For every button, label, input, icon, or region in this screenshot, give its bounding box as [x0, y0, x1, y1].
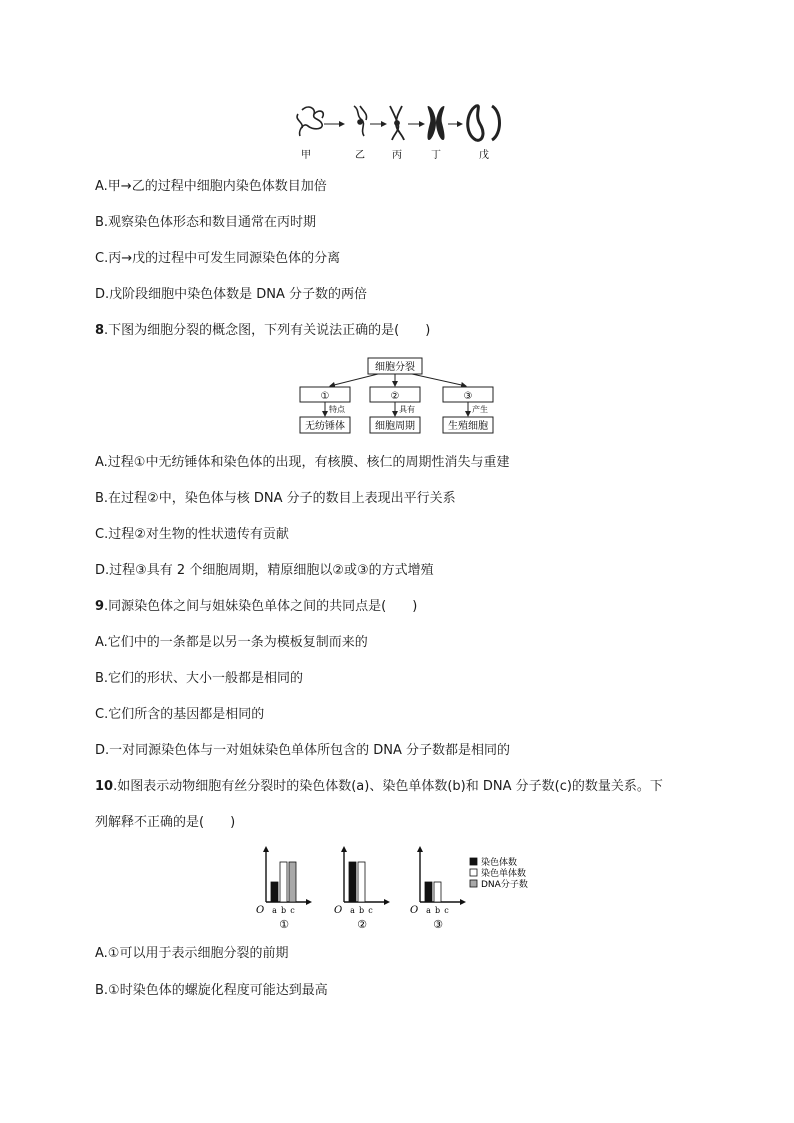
- chromosome-sequence-figure: [290, 100, 510, 165]
- legend-swatch-3: [470, 880, 477, 887]
- bar-2-a: [349, 862, 356, 902]
- q8-stem-text: .下图为细胞分裂的概念图，下列有关说法正确的是( ): [104, 323, 431, 338]
- legend-label-3: DNA分子数: [481, 880, 528, 890]
- process-label-2: ②: [390, 391, 400, 402]
- q7-option-c: C.丙→戊的过程中可发生同源染色体的分离: [95, 251, 341, 266]
- q8-number: 8: [95, 323, 105, 338]
- q9-option-a: A.它们中的一条都是以另一条为模板复制而来的: [95, 635, 368, 650]
- q8-option-c: C.过程②对生物的性状遗传有贡献: [95, 527, 289, 542]
- x-axis-arrow-3: [460, 899, 466, 905]
- bar-1-c: [289, 862, 296, 902]
- process-label-3: ③: [463, 391, 473, 402]
- q7-option-b: B.观察染色体形态和数目通常在丙时期: [95, 215, 317, 230]
- chromosome-wu-figure: [468, 106, 500, 141]
- process-label-1: ①: [320, 391, 330, 402]
- bar-1-a: [271, 882, 278, 902]
- q10-option-a: A.①可以用于表示细胞分裂的前期: [95, 946, 289, 961]
- category-label-3-b: b: [434, 906, 441, 915]
- stage-label-bing: 丙: [392, 150, 402, 161]
- q8-option-a: A.过程①中无纺锤体和染色体的出现，有核膜、核仁的周期性消失与重建: [95, 455, 510, 470]
- y-axis-arrow-1: [263, 846, 269, 852]
- chart-label-3: ③: [433, 918, 443, 930]
- x-axis-arrow-2: [384, 899, 390, 905]
- bar-2-b: [358, 862, 365, 902]
- q8-stem: [95, 322, 430, 340]
- q10-option-b: B.①时染色体的螺旋化程度可能达到最高: [95, 983, 328, 998]
- q9-number: 9: [95, 599, 105, 614]
- stage-label-jia: 甲: [301, 150, 311, 161]
- q10-stem-line1: [95, 778, 663, 796]
- category-label-1-b: b: [280, 906, 287, 915]
- legend-label-1: 染色体数: [481, 858, 518, 868]
- origin-label-2: O: [334, 905, 343, 916]
- category-label-2-b: b: [358, 906, 365, 915]
- chromosome-ding-figure: [427, 106, 444, 140]
- chart-label-2: ②: [357, 918, 367, 930]
- q10-number: 10: [95, 779, 114, 794]
- q9-option-d: D.一对同源染色体与一对姐妹染色单体所包含的 DNA 分子数都是相同的: [95, 743, 511, 758]
- origin-label-1: O: [256, 905, 265, 916]
- category-label-1-c: c: [290, 906, 295, 915]
- y-axis-arrow-2: [341, 846, 347, 852]
- bar-1-b: [280, 862, 287, 902]
- chromatin-jia-figure: [297, 107, 323, 136]
- q10-stem-line2: 列解释不正确的是( ): [95, 815, 236, 830]
- chart-label-1: ①: [279, 918, 289, 930]
- chromatin-yi-figure: [354, 106, 367, 136]
- cell-division-concept-diagram: [298, 356, 502, 436]
- category-label-3-a: a: [426, 906, 431, 915]
- q7-option-a: A.甲→乙的过程中细胞内染色体数目加倍: [95, 179, 327, 194]
- q8-option-d: D.过程③具有 2 个细胞周期，精原细胞以②或③的方式增殖: [95, 563, 434, 578]
- relation-label-1: 特点: [329, 405, 345, 414]
- category-label-1-a: a: [272, 906, 277, 915]
- stage-label-wu: 戊: [479, 150, 489, 161]
- y-axis-arrow-3: [417, 846, 423, 852]
- result-label-1: 无纺锤体: [305, 421, 345, 432]
- bar-3-b: [434, 882, 441, 902]
- category-label-2-c: c: [368, 906, 373, 915]
- legend-label-2: 染色单体数: [481, 869, 527, 879]
- x-axis-arrow-1: [306, 899, 312, 905]
- mitosis-bar-charts: [252, 846, 552, 930]
- stage-label-ding: 丁: [431, 150, 441, 161]
- q9-stem-text: .同源染色体之间与姐妹染色单体之间的共同点是( ): [104, 599, 418, 614]
- q9-option-c: C.它们所含的基因都是相同的: [95, 707, 265, 722]
- stage-label-yi: 乙: [355, 150, 365, 161]
- chromosome-bing-figure: [390, 106, 404, 140]
- result-label-3: 生殖细胞: [448, 421, 488, 432]
- result-label-2: 细胞周期: [375, 421, 415, 432]
- legend-swatch-2: [470, 869, 477, 876]
- relation-label-2: 具有: [399, 405, 415, 414]
- q7-option-d: D.戊阶段细胞中染色体数是 DNA 分子数的两倍: [95, 287, 368, 302]
- legend-swatch-1: [470, 858, 477, 865]
- category-label-3-c: c: [444, 906, 449, 915]
- q9-option-b: B.它们的形状、大小一般都是相同的: [95, 671, 304, 686]
- bar-3-a: [425, 882, 432, 902]
- category-label-2-a: a: [350, 906, 355, 915]
- q9-stem: [95, 598, 417, 616]
- root-label: 细胞分裂: [375, 362, 415, 373]
- origin-label-3: O: [410, 905, 419, 916]
- relation-label-3: 产生: [472, 405, 488, 414]
- q10-stem-text: .如图表示动物细胞有丝分裂时的染色体数(a)、染色单体数(b)和 DNA 分子数(c)的数量关系。下: [113, 779, 663, 794]
- q8-option-b: B.在过程②中，染色体与核 DNA 分子的数目上表现出平行关系: [95, 491, 456, 506]
